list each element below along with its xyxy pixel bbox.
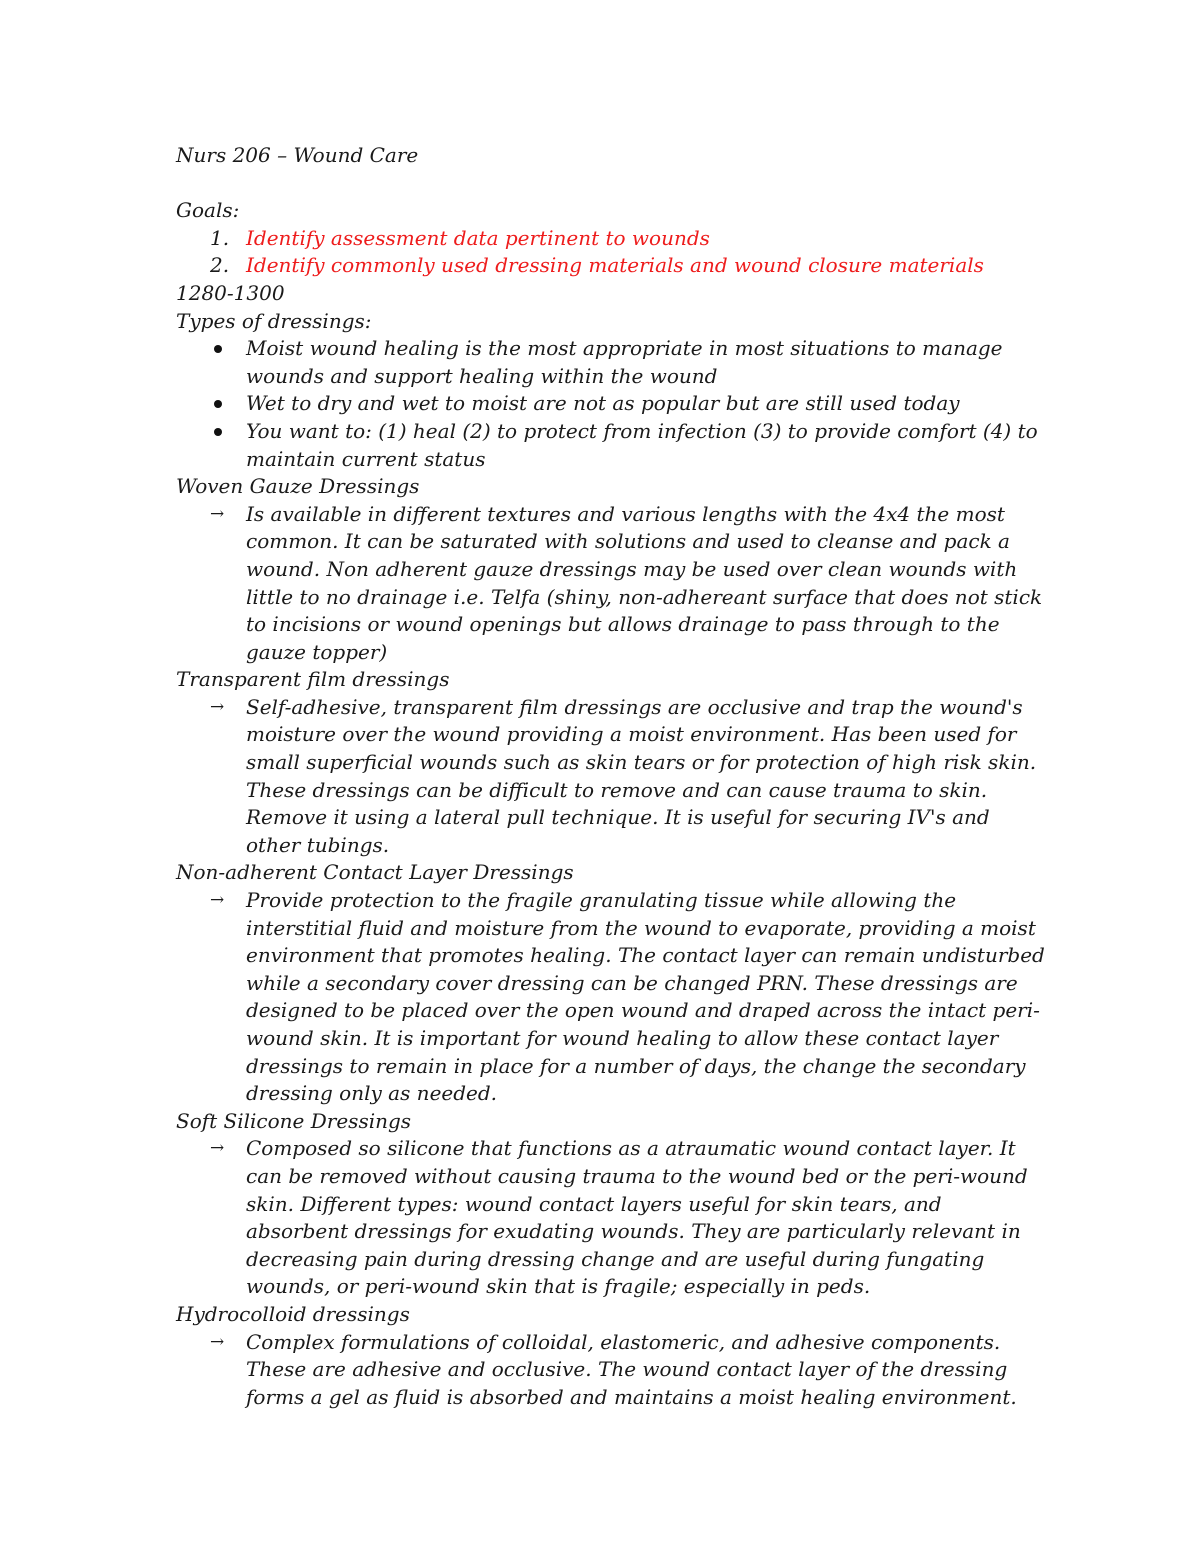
types-heading: Types of dressings:	[176, 308, 372, 333]
goals-list	[176, 225, 1046, 280]
bullet-text: Moist wound healing is the most appropriate in most situations to manage wounds and support healing within the wound	[246, 336, 1003, 388]
arrow-item	[176, 501, 1046, 667]
section-heading-transparent-film: Transparent film dressings	[176, 667, 450, 692]
bullet-item	[176, 390, 1046, 418]
section-list-hydrocolloid	[176, 1329, 1046, 1412]
bullet-text: Wet to dry and wet to moist are not as popular but are still used today	[246, 391, 960, 416]
document-body	[176, 142, 1046, 1411]
bullet-dot-icon	[214, 400, 222, 408]
goal-item	[176, 252, 1046, 280]
bullet-dot-icon	[214, 428, 222, 436]
goal-item	[176, 225, 1046, 253]
types-bullet-list	[176, 335, 1046, 473]
document-title: Nurs 206 – Wound Care	[176, 143, 419, 167]
bullet-text: You want to: (1) heal (2) to protect from infection (3) to provide comfort (4) to maintain current status	[246, 418, 1038, 471]
goal-text: Identify commonly used dressing materials and wound closure materials	[246, 253, 984, 278]
goals-heading: Goals:	[176, 198, 240, 223]
goal-number: 1.	[210, 225, 230, 250]
section-heading-soft-silicone: Soft Silicone Dressings	[176, 1108, 412, 1133]
arrow-right-icon: →	[210, 1138, 225, 1159]
section-heading-non-adherent: Non-adherent Contact Layer Dressings	[176, 860, 574, 885]
arrow-item	[176, 887, 1046, 1108]
arrow-item	[176, 1135, 1046, 1301]
arrow-right-icon: →	[210, 696, 225, 717]
arrow-item	[176, 694, 1046, 860]
section-list-soft-silicone	[176, 1135, 1046, 1301]
section-text: Complex formulations of colloidal, elastomeric, and adhesive components. These are adhesive and occlusive. The wound contact layer of the dressing forms a gel as fluid is absorbed and maintains a moist healing environment.	[246, 1329, 1017, 1409]
section-text: Composed so silicone that functions as a atraumatic wound contact layer. It can be removed without causing trauma to the wound bed or the peri-wound skin. Different types: wound contact layers useful for skin tears, and absorbent dressings for exudating wounds. They are particularly relevant in decreasing pain during dressing change and are useful during fungating wounds, or peri-wound skin that is fragile; especially in peds.	[246, 1136, 1028, 1299]
arrow-item	[176, 1329, 1046, 1412]
goal-text: Identify assessment data pertinent to wounds	[246, 225, 710, 250]
section-list-non-adherent	[176, 887, 1046, 1108]
section-text: Self-adhesive, transparent film dressings are occlusive and trap the wound's moisture over the wound providing a moist environment. Has been used for small superficial wounds such as skin tears or for protection of high risk skin. These dressings can be difficult to remove and can cause trauma to skin. Remove it using a lateral pull technique. It is useful for securing IV's and other tubings.	[246, 694, 1037, 857]
bullet-item	[176, 335, 1046, 390]
bullet-item	[176, 418, 1046, 473]
arrow-right-icon: →	[210, 890, 225, 911]
section-list-transparent-film	[176, 694, 1046, 860]
bullet-dot-icon	[214, 345, 222, 353]
goal-number: 2.	[210, 253, 230, 278]
section-heading-woven-gauze: Woven Gauze Dressings	[176, 474, 420, 499]
section-text: Is available in different textures and various lengths with the 4x4 the most common. It can be saturated with solutions and used to cleanse and pack a wound. Non adherent gauze dressings may be used over clean wounds with little to no drainage i.e. Telfa (shiny, non-adhereant surface that does not stick to incisions or wound openings but allows drainage to pass through to the gauze topper)	[246, 501, 1043, 664]
arrow-right-icon: →	[210, 1331, 225, 1352]
page-reference: 1280-1300	[176, 280, 285, 305]
section-text: Provide protection to the fragile granulating tissue while allowing the interstitial fluid and moisture from the wound to evaporate, providing a moist environment that promotes healing. The contact layer can remain undisturbed while a secondary cover dressing can be changed PRN. These dressings are designed to be placed over the open wound and draped across the intact peri-wound skin. It is important for wound healing to allow these contact layer dressings to remain in place for a number of days, the change the secondary dressing only as needed.	[246, 888, 1045, 1106]
section-heading-hydrocolloid: Hydrocolloid dressings	[176, 1301, 410, 1326]
arrow-right-icon: →	[210, 503, 225, 524]
section-list-woven-gauze	[176, 501, 1046, 667]
